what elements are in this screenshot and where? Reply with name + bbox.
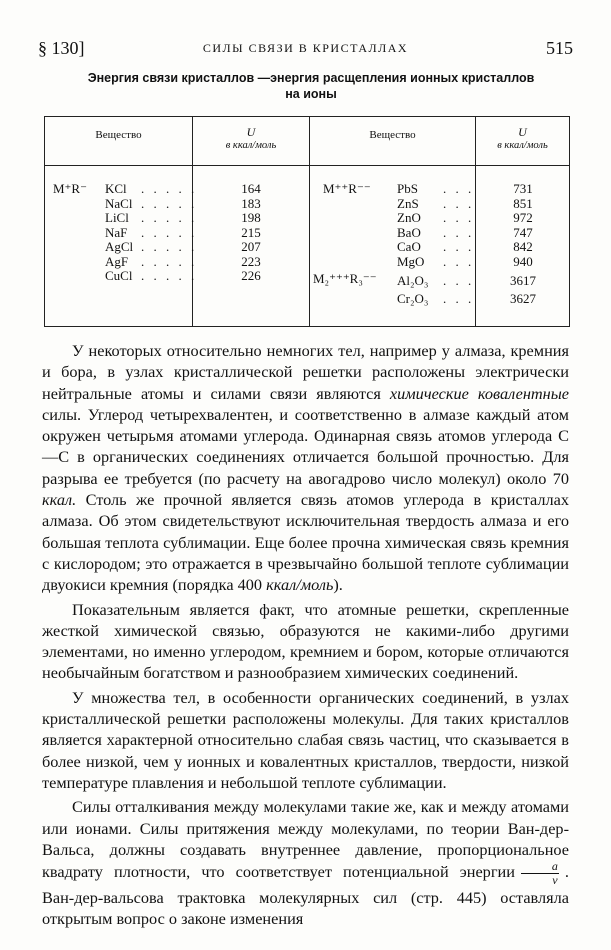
energy-value: 164 — [241, 181, 261, 196]
energy-value: 3627 — [510, 291, 536, 306]
paragraph: У множества тел, в особенности органических соединений, в узлах кристаллической решетки расположены молекулы. Для таких кристаллов является характерной относительно слабая связь частиц, что сказывается в более низкой, чем у ионных и ковалентных кристаллов, твердости, низкой температуре плавления и небольшой теплоте сублимации. — [42, 687, 569, 792]
substance-name: Cr₂O₃ — [397, 291, 429, 306]
leader-dots: . . . — [443, 273, 475, 288]
term-italic: химические ковалентные — [389, 383, 569, 403]
header-u-left — [193, 126, 309, 152]
substance-name: ZnO — [397, 210, 421, 225]
section-number: § 130] — [38, 38, 85, 58]
unit-italic: ккал. — [42, 490, 77, 510]
leader-dots: . . . — [443, 239, 475, 254]
header-u-symbol: U — [518, 125, 527, 139]
energy-value: 198 — [241, 210, 261, 225]
energy-value: 747 — [513, 224, 533, 240]
table-caption-line-2: на ионы — [285, 87, 337, 101]
substance-name: CuCl — [105, 268, 133, 283]
table-caption — [46, 70, 576, 102]
fraction-numerator: a — [521, 860, 559, 874]
text-run: ). — [333, 575, 343, 595]
substance-name: KCl — [105, 181, 127, 196]
substance-name: ZnS — [397, 195, 419, 211]
fraction-a-over-v — [521, 860, 559, 887]
energy-value: 940 — [513, 253, 533, 269]
leader-dots: . . . . . — [141, 210, 198, 225]
leader-dots: . . . . . — [141, 239, 198, 254]
leader-dots: . . . — [443, 291, 475, 306]
leader-dots: . . . — [443, 210, 475, 225]
paragraph: Показательным является факт, что атомные решетки, скрепленные жесткой химической связью, образуются не какими-либо другими элементами, но именно углеродом, кремнием и бором, которые отличаются необычайным богатством и разнообразием химических соединений. — [42, 599, 569, 683]
substance-name: AgCl — [105, 239, 134, 254]
binding-energy-table — [44, 116, 570, 327]
header-substance-right: Вещество — [369, 129, 416, 141]
text-run: . Ван-дер-вальсова трактовка молекулярных сил (стр. 445) оставляла открытым вопрос о законе изменения — [42, 862, 569, 929]
text-run: силы. Углерод четырехвалентен, и соответственно в алмазе каждый атом окружен четырьмя атомами углерода. Одинарная связь атомов углерода С—С в органических соединениях отличается большой прочностью. Для разрыва ее требуется (по расчету на авогадрово число молекул) около 70 — [42, 404, 569, 488]
energy-value: 183 — [241, 195, 261, 211]
substance-name: MgO — [397, 253, 425, 269]
energy-value: 215 — [241, 224, 261, 240]
leader-dots: . . . . . — [141, 253, 198, 269]
leader-dots: . . . — [443, 195, 475, 211]
leader-dots: . . . . . — [141, 181, 198, 196]
header-u-unit: в ккал/моль — [225, 140, 277, 151]
leader-dots: . . . . . — [141, 195, 198, 211]
energy-value: 842 — [513, 239, 533, 254]
header-substance-left: Вещество — [95, 129, 142, 141]
substance-name: Al₂O₃ — [397, 273, 429, 288]
fraction-denominator: v — [552, 873, 558, 888]
substance-name: BaO — [397, 224, 421, 240]
leader-dots: . . . . . — [141, 224, 198, 240]
paragraph — [42, 340, 569, 596]
leader-dots: . . . — [443, 181, 475, 196]
header-u-right — [476, 126, 569, 152]
energy-value: 851 — [513, 195, 533, 211]
body-text — [42, 340, 569, 930]
page-number: 515 — [546, 38, 573, 58]
table-divider — [309, 117, 310, 326]
energy-value: 226 — [241, 268, 261, 283]
unit-italic: ккал/моль — [266, 575, 334, 595]
table-header-divider — [45, 165, 569, 166]
type-label-mr: M⁺R⁻ — [53, 181, 87, 196]
energy-value: 731 — [513, 181, 533, 196]
energy-value: 223 — [241, 253, 261, 269]
leader-dots: . . . . . — [141, 268, 198, 283]
text-run: Силы отталкивания между молекулами такие же, как и между атомами или ионами. Силы притяжения между молекулами, по теории Ван-дер-Вальса, должны создавать внутреннее давление, пропорциональное квадрату плотности, что соответствует потенциальной энергии — [42, 797, 569, 882]
header-u-symbol: U — [246, 125, 256, 139]
leader-dots: . . . — [443, 224, 475, 240]
chapter-title: СИЛЫ СВЯЗИ В КРИСТАЛЛАХ — [202, 41, 409, 55]
energy-value: 207 — [241, 239, 261, 254]
type-label-mmrr: M⁺⁺R⁻⁻ — [323, 181, 371, 196]
table-caption-line-1: Энергия связи кристаллов —энергия расщепления ионных кристаллов — [87, 71, 535, 85]
type-label-m2r3: M₂⁺⁺⁺R₃⁻⁻ — [313, 271, 377, 286]
leader-dots: . . . — [443, 253, 475, 269]
substance-name: NaF — [105, 224, 128, 240]
substance-name: AgF — [105, 253, 129, 269]
substance-name: CaO — [397, 239, 421, 254]
energy-value: 972 — [513, 210, 533, 225]
substance-name: PbS — [397, 181, 418, 196]
running-head — [38, 38, 573, 62]
substance-name: LiCl — [105, 210, 129, 225]
text-run: У некоторых относительно немногих тел, например у алмаза, кремния и бора, в узлах кристаллической решетки расположены электрически нейтральные атомы и силами связи являются — [42, 341, 569, 403]
energy-value: 3617 — [510, 273, 536, 288]
substance-name: NaCl — [105, 195, 133, 211]
paragraph — [42, 796, 569, 929]
text-run: Столь же прочной является связь атомов углерода в кристаллах алмаза. Об этом свидетельствуют исключительная твердость алмаза и его большая теплота сублимации. Еще более прочна химическая связь кремния с кислородом; это отражается в чрезвычайно большой теплоте сублимации двуокиси кремния (порядка 400 — [42, 490, 569, 595]
header-u-unit: в ккал/моль — [497, 140, 548, 151]
